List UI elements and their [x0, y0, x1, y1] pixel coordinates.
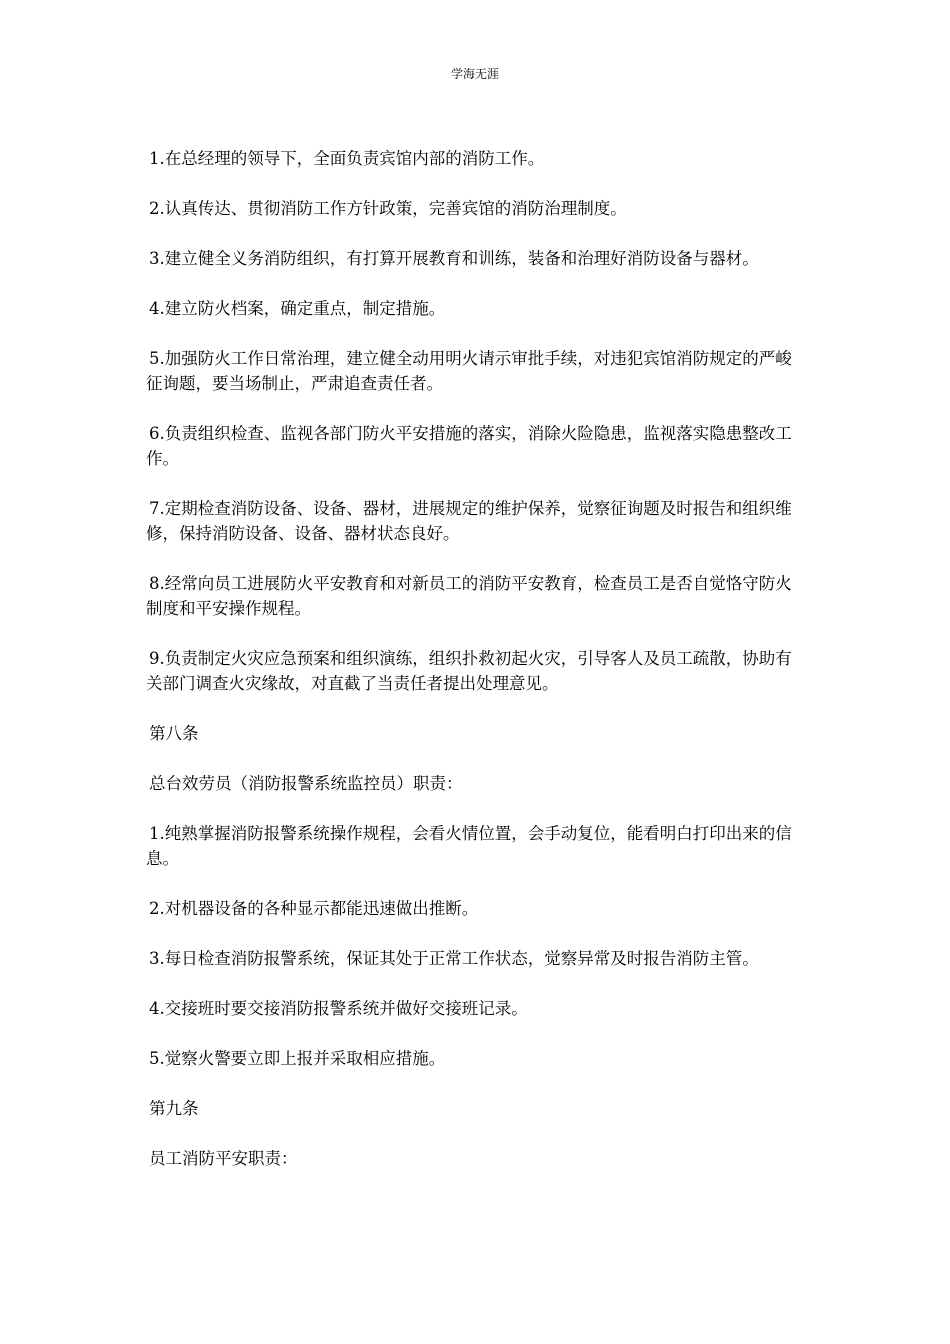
paragraph-duty-7: 7.定期检查消防设备、设备、器材，进展规定的维护保养，觉察征询题及时报告和组织维修，保持消防设备、设备、器材状态良好。 — [146, 499, 792, 543]
front-desk-duty-4: 4.交接班时要交接消防报警系统并做好交接班记录。 — [149, 999, 528, 1018]
paragraph-duty-1: 1.在总经理的领导下，全面负责宾馆内部的消防工作。 — [149, 149, 545, 168]
article-8-heading: 第八条 — [149, 724, 199, 743]
paragraph-duty-3: 3.建立健全义务消防组织，有打算开展教育和训练，装备和治理好消防设备与器材。 — [149, 249, 759, 268]
document-body — [146, 146, 806, 1196]
paragraph-duty-2: 2.认真传达、贯彻消防工作方针政策，完善宾馆的消防治理制度。 — [149, 199, 627, 218]
page-header: 学海无涯 — [450, 67, 499, 81]
front-desk-duty-1: 1.纯熟掌握消防报警系统操作规程，会看火情位置，会手动复位，能看明白打印出来的信息。 — [146, 824, 792, 868]
staff-duties-title: 员工消防平安职责： — [149, 1149, 298, 1168]
front-desk-duty-2: 2.对机器设备的各种显示都能迅速做出推断。 — [149, 899, 479, 918]
front-desk-duty-3: 3.每日检查消防报警系统，保证其处于正常工作状态，觉察异常及时报告消防主管。 — [149, 949, 759, 968]
article-9-heading: 第九条 — [149, 1099, 199, 1118]
paragraph-duty-9: 9.负责制定火灾应急预案和组织演练，组织扑救初起火灾，引导客人及员工疏散，协助有关部门调查火灾缘故，对直截了当责任者提出处理意见。 — [146, 649, 792, 693]
paragraph-duty-4: 4.建立防火档案，确定重点，制定措施。 — [149, 299, 446, 318]
paragraph-duty-5: 5.加强防火工作日常治理，建立健全动用明火请示审批手续，对违犯宾馆消防规定的严峻征询题，要当场制止，严肃追查责任者。 — [146, 349, 792, 393]
paragraph-duty-6: 6.负责组织检查、监视各部门防火平安措施的落实，消除火险隐患，监视落实隐患整改工作。 — [146, 424, 792, 468]
front-desk-duty-5: 5.觉察火警要立即上报并采取相应措施。 — [149, 1049, 446, 1068]
front-desk-duties-title: 总台效劳员（消防报警系统监控员）职责： — [149, 774, 463, 793]
paragraph-duty-8: 8.经常向员工进展防火平安教育和对新员工的消防平安教育，检查员工是否自觉恪守防火制度和平安操作规程。 — [146, 574, 792, 618]
